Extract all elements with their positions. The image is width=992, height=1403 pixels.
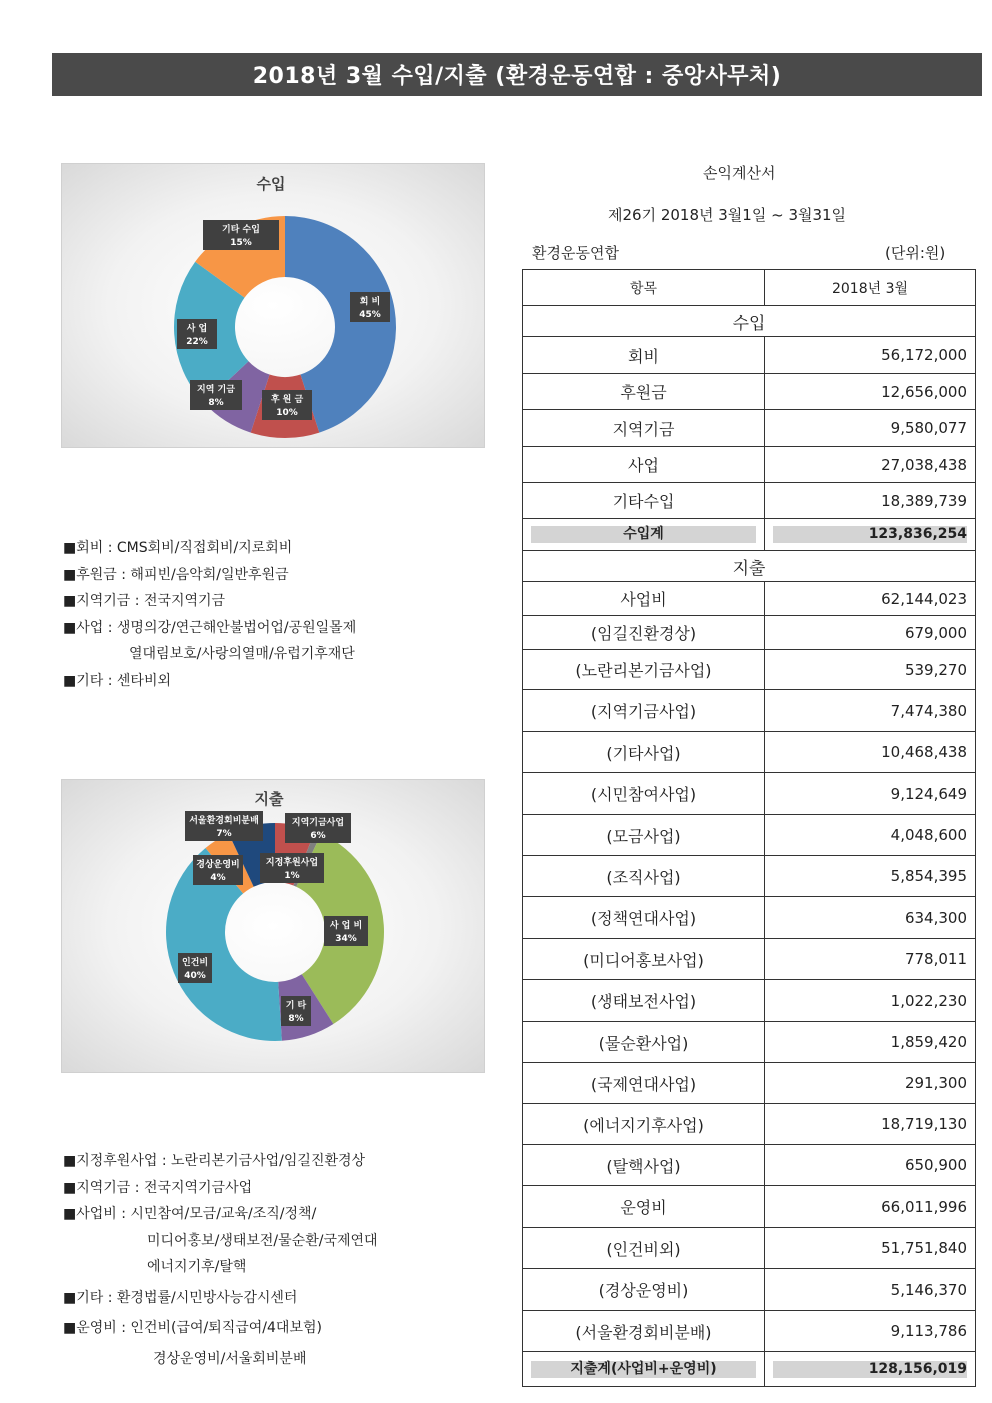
data-label-name: 서울환경회비분배 bbox=[189, 816, 259, 826]
row-value: 5,146,370 bbox=[765, 1269, 976, 1311]
expense-notes bbox=[63, 1148, 378, 1372]
table-row bbox=[523, 1228, 976, 1269]
row-item: (미디어홍보사업) bbox=[523, 939, 765, 980]
column-header-month: 2018년 3월 bbox=[765, 270, 976, 306]
table-row bbox=[523, 1022, 976, 1063]
data-label bbox=[185, 811, 263, 841]
table-row bbox=[523, 650, 976, 690]
section-income: 수입 bbox=[523, 306, 976, 337]
row-value: 291,300 bbox=[765, 1063, 976, 1104]
data-label-percent: 40% bbox=[184, 971, 206, 981]
row-item: 기타수입 bbox=[523, 483, 765, 519]
expense-chart bbox=[61, 779, 485, 1073]
data-label-percent: 4% bbox=[210, 873, 226, 883]
data-label-percent: 10% bbox=[276, 408, 298, 418]
table-row bbox=[523, 447, 976, 483]
income-total-label: 수입계 bbox=[531, 526, 756, 543]
row-item: 후원금 bbox=[523, 374, 765, 410]
note-line: 에너지기후/탈핵 bbox=[147, 1259, 247, 1275]
data-label-percent: 7% bbox=[216, 829, 232, 839]
row-item: (인건비외) bbox=[523, 1228, 765, 1269]
table-row bbox=[523, 773, 976, 815]
table-row bbox=[523, 1311, 976, 1352]
table-row bbox=[523, 732, 976, 773]
data-label bbox=[190, 380, 242, 410]
total-row bbox=[523, 1352, 976, 1387]
row-item: (조직사업) bbox=[523, 856, 765, 897]
row-item: 사업 bbox=[523, 447, 765, 483]
data-label bbox=[350, 292, 390, 322]
data-label bbox=[281, 996, 311, 1026]
data-label-percent: 15% bbox=[230, 238, 252, 248]
row-value: 4,048,600 bbox=[765, 815, 976, 856]
row-item: (국제연대사업) bbox=[523, 1063, 765, 1104]
table-row bbox=[523, 337, 976, 374]
data-label bbox=[324, 916, 368, 946]
table-row bbox=[523, 1269, 976, 1311]
row-value: 1,022,230 bbox=[765, 980, 976, 1022]
row-value: 51,751,840 bbox=[765, 1228, 976, 1269]
data-label-percent: 6% bbox=[310, 831, 326, 841]
section-row bbox=[523, 551, 976, 582]
data-label-name: 사 업 비 bbox=[329, 921, 363, 931]
data-label bbox=[260, 853, 324, 883]
row-value: 650,900 bbox=[765, 1145, 976, 1186]
column-header-item: 항목 bbox=[523, 270, 765, 306]
note-line: ■지역기금 : 전국지역기금 bbox=[63, 593, 226, 609]
table-row bbox=[523, 815, 976, 856]
table-row bbox=[523, 1104, 976, 1145]
table-row bbox=[523, 1063, 976, 1104]
note-line: ■지역기금 : 전국지역기금사업 bbox=[63, 1179, 253, 1196]
row-item: (경상운영비) bbox=[523, 1269, 765, 1311]
section-row bbox=[523, 306, 976, 337]
data-label bbox=[193, 855, 243, 885]
income-total-value: 123,836,254 bbox=[773, 526, 967, 543]
row-item: 회비 bbox=[523, 337, 765, 374]
table-row bbox=[523, 1145, 976, 1186]
note-line: ■기타 : 환경법률/시민방사능감시센터 bbox=[63, 1289, 298, 1306]
data-label-name: 지역 기금 bbox=[197, 385, 235, 395]
data-label-name: 경상운영비 bbox=[196, 860, 240, 870]
row-value: 62,144,023 bbox=[765, 582, 976, 616]
table-row bbox=[523, 410, 976, 447]
statement-unit: (단위:원) bbox=[885, 244, 946, 262]
table-row bbox=[523, 690, 976, 732]
row-value: 7,474,380 bbox=[765, 690, 976, 732]
expense-total-label: 지출계(사업비+운영비) bbox=[531, 1361, 756, 1378]
row-value: 9,580,077 bbox=[765, 410, 976, 447]
note-line: 열대림보호/사랑의열매/유럽기후재단 bbox=[129, 646, 355, 662]
row-value: 10,468,438 bbox=[765, 732, 976, 773]
table-row bbox=[523, 856, 976, 897]
data-label-name: 사 업 bbox=[186, 324, 208, 334]
row-item: (정책연대사업) bbox=[523, 897, 765, 939]
table-row bbox=[523, 980, 976, 1022]
table-row bbox=[523, 483, 976, 519]
note-line: ■회비 : CMS회비/직접회비/지로회비 bbox=[63, 540, 293, 556]
income-chart bbox=[61, 163, 485, 448]
section-expense: 지출 bbox=[523, 551, 976, 582]
row-item: (시민참여사업) bbox=[523, 773, 765, 815]
data-label-name: 기타 수입 bbox=[222, 225, 260, 235]
data-label bbox=[262, 390, 312, 420]
row-item: 사업비 bbox=[523, 582, 765, 616]
row-item: (서울환경회비분배) bbox=[523, 1311, 765, 1352]
note-line: ■운영비 : 인건비(급여/퇴직급여/4대보험) bbox=[63, 1320, 322, 1336]
page-title: 2018년 3월 수입/지출 (환경운동연합 : 중앙사무처) bbox=[52, 53, 982, 96]
row-item: (임길진환경상) bbox=[523, 616, 765, 650]
chart-title: 지출 bbox=[254, 790, 284, 808]
data-label-percent: 22% bbox=[186, 337, 208, 347]
data-label bbox=[178, 953, 212, 983]
expense-total-value: 128,156,019 bbox=[773, 1361, 967, 1378]
row-value: 66,011,996 bbox=[765, 1186, 976, 1228]
row-value: 27,038,438 bbox=[765, 447, 976, 483]
data-label-percent: 8% bbox=[288, 1014, 304, 1024]
row-value: 18,719,130 bbox=[765, 1104, 976, 1145]
row-value: 56,172,000 bbox=[765, 337, 976, 374]
data-label-name: 인건비 bbox=[181, 958, 209, 968]
row-value: 9,113,786 bbox=[765, 1311, 976, 1352]
table-header-row bbox=[523, 270, 976, 306]
row-item: (지역기금사업) bbox=[523, 690, 765, 732]
note-line: ■사업비 : 시민참여/모금/교육/조직/정책/ bbox=[63, 1206, 317, 1222]
row-item: 운영비 bbox=[523, 1186, 765, 1228]
row-value: 1,859,420 bbox=[765, 1022, 976, 1063]
note-line: ■지정후원사업 : 노란리본기금사업/임길진환경상 bbox=[63, 1153, 366, 1169]
row-item: (기타사업) bbox=[523, 732, 765, 773]
note-line: 미디어홍보/생태보전/물순환/국제연대 bbox=[147, 1232, 378, 1249]
table-row bbox=[523, 897, 976, 939]
data-label-percent: 34% bbox=[335, 934, 357, 944]
note-line: 경상운영비/서울회비분배 bbox=[153, 1350, 307, 1367]
row-value: 12,656,000 bbox=[765, 374, 976, 410]
data-label bbox=[203, 220, 279, 250]
data-label bbox=[177, 319, 217, 349]
data-label bbox=[285, 813, 351, 843]
row-value: 634,300 bbox=[765, 897, 976, 939]
row-value: 778,011 bbox=[765, 939, 976, 980]
chart-title: 수입 bbox=[256, 175, 286, 193]
total-row bbox=[523, 519, 976, 551]
row-item: (노란리본기금사업) bbox=[523, 650, 765, 690]
row-value: 679,000 bbox=[765, 616, 976, 650]
row-value: 9,124,649 bbox=[765, 773, 976, 815]
note-line: ■사업 : 생명의강/연근해안불법어업/공원일몰제 bbox=[63, 619, 357, 636]
statement-period: 제26기 2018년 3월1일 ~ 3월31일 bbox=[608, 206, 847, 224]
note-line: ■기타 : 센타비외 bbox=[63, 672, 171, 689]
data-label-name: 기 타 bbox=[285, 1001, 307, 1011]
table-row bbox=[523, 939, 976, 980]
statement-org: 환경운동연합 bbox=[532, 244, 619, 262]
row-item: (에너지기후사업) bbox=[523, 1104, 765, 1145]
data-label-percent: 8% bbox=[208, 398, 224, 408]
table-row bbox=[523, 616, 976, 650]
data-label-percent: 45% bbox=[359, 310, 381, 320]
data-label-name: 회 비 bbox=[359, 297, 381, 307]
table-row bbox=[523, 582, 976, 616]
row-item: (물순환사업) bbox=[523, 1022, 765, 1063]
statement-title: 손익계산서 bbox=[703, 164, 776, 182]
income-statement-table bbox=[522, 269, 976, 1387]
data-label-name: 지역기금사업 bbox=[291, 818, 345, 828]
row-value: 5,854,395 bbox=[765, 856, 976, 897]
table-row bbox=[523, 1186, 976, 1228]
note-line: ■후원금 : 해피빈/음악회/일반후원금 bbox=[63, 566, 289, 583]
row-item: (생태보전사업) bbox=[523, 980, 765, 1022]
table-row bbox=[523, 374, 976, 410]
income-notes bbox=[63, 535, 356, 694]
row-item: (탈핵사업) bbox=[523, 1145, 765, 1186]
row-value: 539,270 bbox=[765, 650, 976, 690]
row-item: 지역기금 bbox=[523, 410, 765, 447]
row-item: (모금사업) bbox=[523, 815, 765, 856]
row-value: 18,389,739 bbox=[765, 483, 976, 519]
data-label-percent: 1% bbox=[284, 871, 300, 881]
data-label-name: 지정후원사업 bbox=[265, 858, 319, 868]
data-label-name: 후 원 금 bbox=[270, 395, 304, 405]
